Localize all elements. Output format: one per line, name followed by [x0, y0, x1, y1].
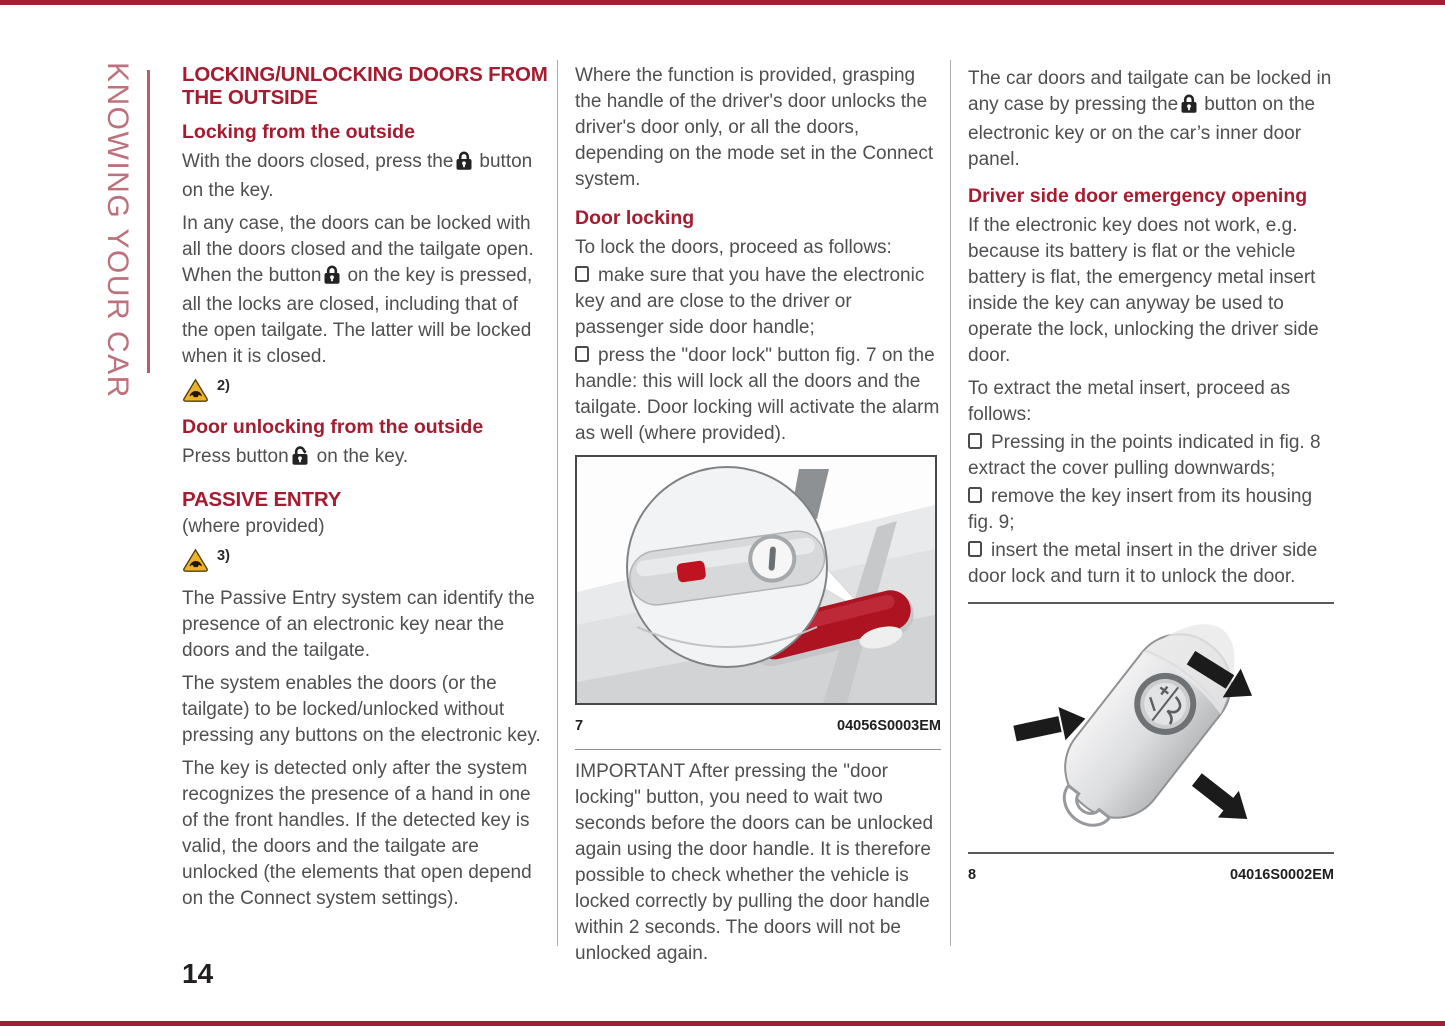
- paragraph: With the doors closed, press the button on the key.: [182, 151, 533, 201]
- bullet-item: remove the key insert from its housing fig. 9;: [968, 486, 1313, 533]
- column-1: [182, 64, 548, 919]
- paragraph: Where the function is provided, grasping the handle of the driver's door unlocks the driver's door only, or all the doors, depending on the mode set in the Connect system.: [575, 65, 934, 190]
- figure-code: 04016S0002EM: [1230, 867, 1334, 883]
- paragraph-where-provided: (where provided): [182, 515, 325, 537]
- chapter-sidebar-rule: [147, 70, 150, 373]
- paragraph: Press button on the key.: [182, 444, 548, 473]
- chapter-sidebar-label: KNOWING YOUR CAR: [101, 62, 134, 399]
- bullet-item: insert the metal insert in the driver side door lock and turn it to unlock the door.: [968, 540, 1318, 587]
- section-title-locking-unlocking: LOCKING/UNLOCKING DOORS FROM THE OUTSIDE: [182, 63, 548, 109]
- car-warning-triangle-icon: [182, 378, 209, 411]
- paragraph: The system enables the doors (or the tailgate) to be locked/unlocked without pressing any buttons on the electronic key.: [182, 672, 541, 746]
- figure-8-image: [968, 602, 1334, 854]
- lock-open-icon: [292, 446, 310, 473]
- page-number: 14: [182, 958, 214, 989]
- column-3: [968, 66, 1334, 888]
- paragraph: If the electronic key does not work, e.g. because its battery is flat or the vehicle battery is flat, the emergency metal insert inside the key can anyway be used to operate the lock, unlocking the driver side door.: [968, 215, 1319, 366]
- warning-reference-3: 3): [182, 548, 548, 576]
- square-bullet-icon: [968, 433, 982, 449]
- paragraph: To extract the metal insert, proceed as follows:: [968, 378, 1291, 425]
- column-2: [575, 63, 941, 974]
- lock-closed-icon: [456, 151, 472, 178]
- subsection-locking-from-outside: Locking from the outside: [182, 121, 415, 143]
- square-bullet-icon: [575, 266, 589, 282]
- car-warning-triangle-icon: [182, 548, 209, 581]
- lock-closed-icon: [324, 265, 340, 292]
- warning-reference-2: 2): [182, 378, 548, 406]
- section-title-passive-entry: PASSIVE ENTRY: [182, 488, 342, 511]
- page-top-rule: [0, 0, 1445, 5]
- paragraph: The car doors and tailgate can be locked in any case by pressing the button on the electronic key or on the car’s inner door panel.: [968, 68, 1332, 170]
- square-bullet-icon: [968, 487, 982, 503]
- subsection-emergency-opening: Driver side door emergency opening: [968, 185, 1308, 207]
- square-bullet-icon: [575, 346, 589, 362]
- paragraph: The key is detected only after the system recognizes the presence of a hand in one of the front handles. If the detected key is valid, the doors and the tailgate are unlocked (the elements that open depend on the Connect system settings).: [182, 757, 532, 909]
- figure-7-image: [575, 455, 937, 705]
- paragraph: In any case, the doors can be locked with all the doors closed and the tailgate open. When the button on the key is pressed, all the locks are closed, including that of the open tailgate. The latter will be locked when it is closed.: [182, 213, 534, 367]
- square-bullet-icon: [968, 541, 982, 557]
- page-bottom-rule: [0, 1021, 1445, 1026]
- bullet-item: make sure that you have the electronic key and are close to the driver or passenger side door handle;: [575, 265, 925, 338]
- paragraph: The Passive Entry system can identify the presence of an electronic key near the doors and the tailgate.: [182, 587, 535, 661]
- bullet-item: Pressing in the points indicated in fig. 8 extract the cover pulling downwards;: [968, 432, 1321, 479]
- figure-number: 8: [968, 867, 977, 883]
- figure-number: 7: [575, 718, 584, 734]
- figure-7-caption: [575, 713, 941, 750]
- lock-closed-icon: [1181, 94, 1197, 121]
- figure-8-caption: [968, 862, 1334, 888]
- subsection-door-locking: Door locking: [575, 207, 695, 229]
- bullet-item: press the "door lock" button fig. 7 on the handle: this will lock all the doors and the tailgate. Door locking will activate the alarm as well (where provided).: [575, 345, 940, 444]
- paragraph-important: IMPORTANT After pressing the "door locking" button, you need to wait two seconds before the doors can be unlocked again using the door handle. It is therefore possible to check whether the vehicle is locked correctly by pulling the door handle within 2 seconds. The doors will not be unlocked again.: [575, 761, 934, 964]
- subsection-door-unlocking: Door unlocking from the outside: [182, 416, 484, 438]
- figure-code: 04056S0003EM: [837, 718, 941, 734]
- paragraph: To lock the doors, proceed as follows:: [575, 237, 892, 258]
- column-divider-2: [950, 60, 951, 946]
- column-divider-1: [557, 60, 558, 946]
